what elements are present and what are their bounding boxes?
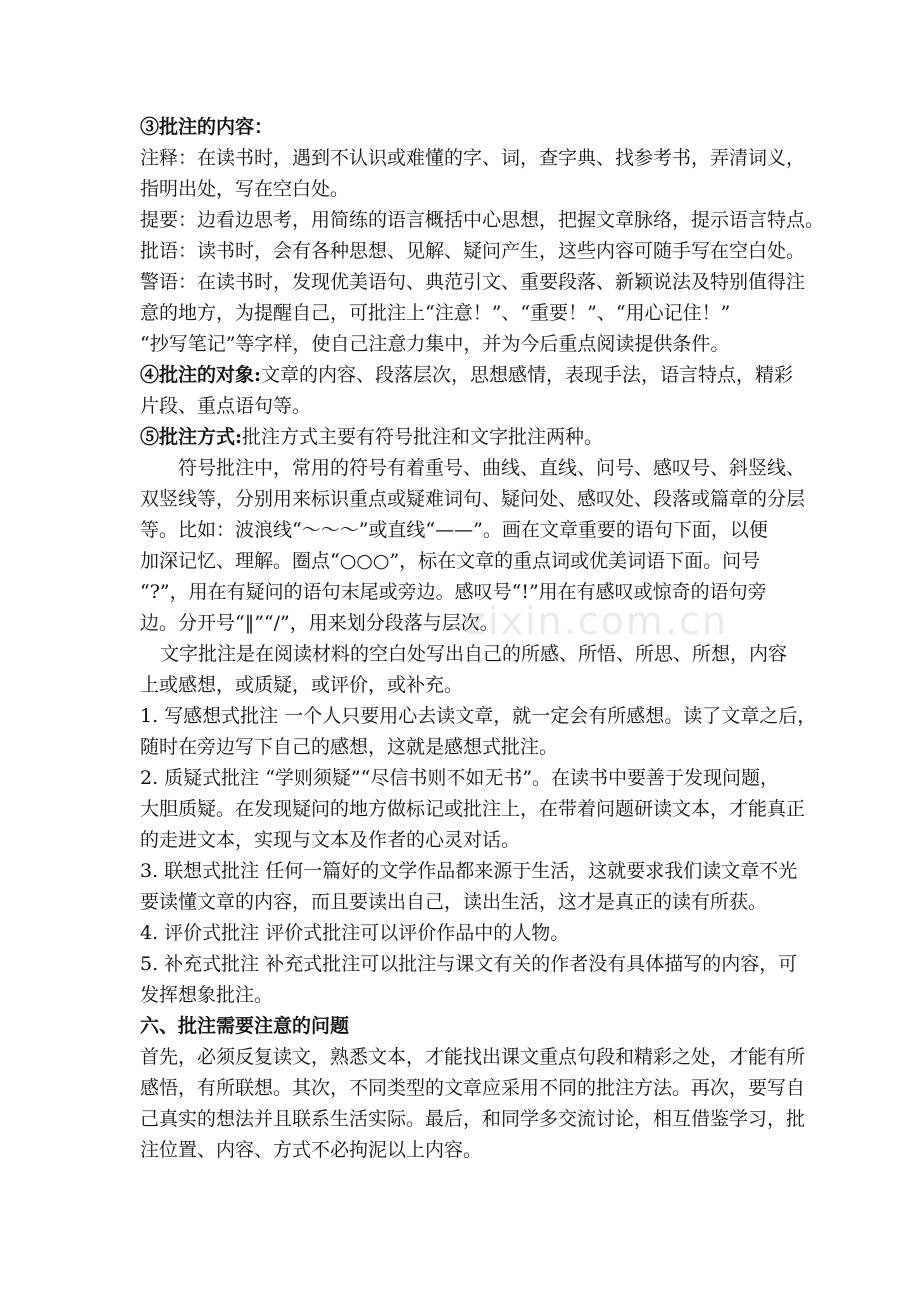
annotation-types-list xyxy=(140,701,817,1011)
content-line: 提要：边看边思考，用简练的语言概括中心思想，把握文章脉络，提示语言特点。 xyxy=(140,209,825,231)
content-line: 批语：读书时，会有各种思想、见解、疑问产生，这些内容可随手写在空白处。 xyxy=(140,240,806,262)
objects-text-continued: 片段、重点语句等。 xyxy=(140,395,312,417)
objects-label: ④批注的对象: xyxy=(140,364,262,386)
paragraph-line: 边。分开号“‖”“/”，用来划分段落与层次。 xyxy=(140,612,499,634)
objects-text: 文章的内容、段落层次，思想感情，表现手法，语言特点，精彩 xyxy=(261,364,794,386)
paragraph-line: 加深记忆、理解。圈点“○○○”，标在文章的重点词或优美词语下面。问号 xyxy=(140,550,761,572)
symbol-annotation-paragraph xyxy=(140,453,806,639)
notes-paragraph xyxy=(140,1042,806,1166)
paragraph-line: 符号批注中，常用的符号有着重号、曲线、直线、问号、感叹号、斜竖线、 xyxy=(178,457,806,479)
content-line: 警语：在读书时，发现优美语句、典范引文、重要段落、新颖说法及特别值得注 xyxy=(140,271,806,293)
document-page xyxy=(140,112,825,1166)
list-item: 3. 联想式批注 任何一篇好的文学作品都来源于生活，这就要求我们读文章不光 xyxy=(140,860,798,882)
paragraph-line: 上或感想，或质疑，或评价，或补充。 xyxy=(140,674,464,696)
content-line: 注释：在读书时，遇到不认识或难懂的字、词，查字典、找参考书，弄清词义， xyxy=(140,147,806,169)
content-list xyxy=(140,143,825,360)
list-item: 5. 补充式批注 补充式批注可以批注与课文有关的作者没有具体描写的内容，可 xyxy=(140,953,798,975)
methods-label: ⑤批注方式: xyxy=(140,426,243,448)
content-line: 意的地方，为提醒自己，可批注上“注意！”、“重要！”、“用心记住！” xyxy=(140,302,731,324)
list-item: 发挥想象批注。 xyxy=(140,984,274,1006)
list-item: 随时在旁边写下自己的感想，这就是感想式批注。 xyxy=(140,736,559,758)
paragraph-line: 己真实的想法并且联系生活实际。最后，和同学多交流讨论，相互借鉴学习，批 xyxy=(140,1108,806,1130)
list-item: 1. 写感想式批注 一个人只要用心去读文章，就一定会有所感想。读了文章之后， xyxy=(140,705,817,727)
paragraph-line: 感悟，有所联想。其次，不同类型的文章应采用不同的批注方法。再次，要写自 xyxy=(140,1077,806,1099)
paragraph-line: 首先，必须反复读文，熟悉文本，才能找出课文重点句段和精彩之处，才能有所 xyxy=(140,1046,806,1068)
text-annotation-paragraph xyxy=(140,639,788,701)
paragraph-line: 双竖线等，分别用来标识重点或疑难词句、疑问处、感叹处、段落或篇章的分层 xyxy=(140,488,806,510)
paragraph-line: 等。比如：波浪线“～～～”或直线“——”。画在文章重要的语句下面，以便 xyxy=(140,519,768,541)
list-item: 4. 评价式批注 评价式批注可以评价作品中的人物。 xyxy=(140,922,570,944)
paragraph-line: 文字批注是在阅读材料的空白处写出自己的所感、所悟、所思、所想，内容 xyxy=(160,643,788,665)
list-item: 大胆质疑。在发现疑问的地方做标记或批注上，在带着问题研读文本，才能真正 xyxy=(140,798,806,820)
objects-paragraph xyxy=(140,360,794,391)
list-item: 2. 质疑式批注 “学则须疑”“尽信书则不如无书”。在读书中要善于发现问题， xyxy=(140,767,780,789)
watermark: zixin.com.cn xyxy=(466,599,728,643)
content-line: 指明出处，写在空白处。 xyxy=(140,178,350,200)
paragraph-line: “?”，用在有疑问的语句末尾或旁边。感叹号“!”用在有感叹或惊奇的语句旁 xyxy=(140,581,767,603)
list-item: 的走进文本，实现与文本及作者的心灵对话。 xyxy=(140,829,521,851)
paragraph-line: 注位置、内容、方式不必拘泥以上内容。 xyxy=(140,1139,483,1161)
methods-text: 批注方式主要有符号批注和文字批注两种。 xyxy=(242,426,604,448)
section-heading: 六、批注需要注意的问题 xyxy=(140,1015,350,1037)
list-item: 要读懂文章的内容，而且要读出自己，读出生活，这才是真正的读有所获。 xyxy=(140,891,768,913)
content-heading: ③批注的内容： xyxy=(140,116,274,138)
content-line: “抄写笔记”等字样，使自己注意力集中，并为今后重点阅读提供条件。 xyxy=(140,333,730,355)
methods-paragraph xyxy=(140,422,788,453)
